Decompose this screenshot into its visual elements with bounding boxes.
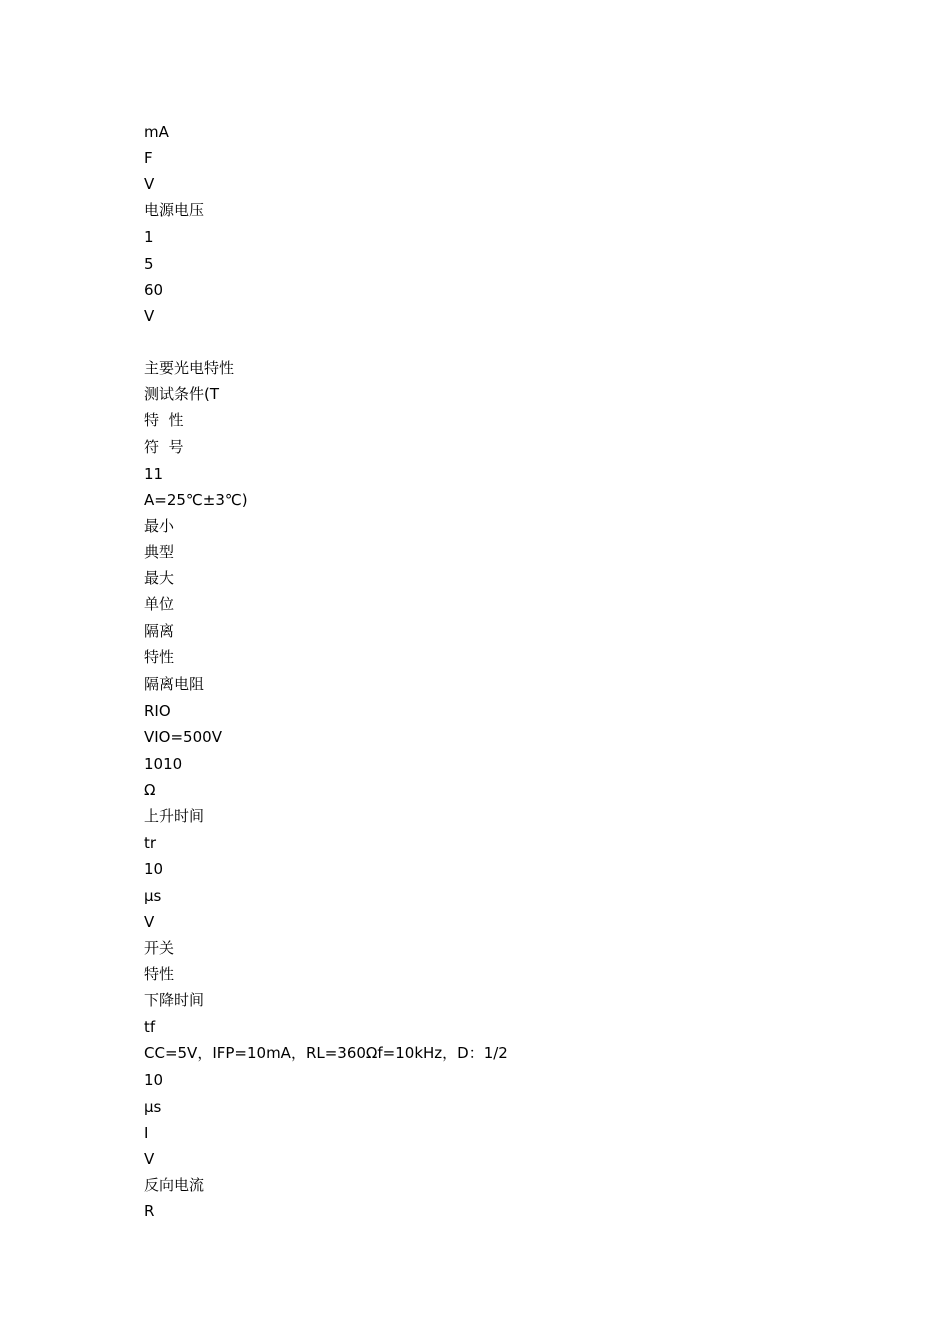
text-line: Ω bbox=[144, 781, 156, 799]
text-line: V bbox=[144, 175, 155, 193]
text-line: CC=5V，IFP=10mA，RL=360Ωf=10kHz，D：1/2 bbox=[144, 1044, 508, 1062]
text-line: 特性 bbox=[144, 965, 175, 983]
text-line: 最小 bbox=[144, 517, 175, 535]
text-line: 电源电压 bbox=[144, 201, 205, 219]
text-line: 反向电流 bbox=[144, 1176, 205, 1194]
text-line: V bbox=[144, 913, 155, 931]
text-line: 特性 bbox=[144, 648, 175, 666]
text-line: μs bbox=[144, 1098, 162, 1116]
text-line: V bbox=[144, 307, 155, 325]
text-line: tf bbox=[144, 1018, 156, 1036]
text-line: 5 bbox=[144, 255, 154, 273]
text-line: 开关 bbox=[144, 939, 175, 957]
text-line: 下降时间 bbox=[144, 991, 205, 1009]
text-line: V bbox=[144, 1150, 155, 1168]
text-line: 主要光电特性 bbox=[144, 359, 235, 377]
text-line: 10 bbox=[144, 1071, 164, 1089]
text-line: 测试条件(T bbox=[144, 385, 220, 403]
text-line: F bbox=[144, 149, 153, 167]
text-line: μs bbox=[144, 887, 162, 905]
text-line: 1 bbox=[144, 228, 154, 246]
text-line: 单位 bbox=[144, 595, 175, 613]
text-line: mA bbox=[144, 123, 169, 141]
text-line: tr bbox=[144, 834, 157, 852]
text-line: 隔离电阻 bbox=[144, 675, 205, 693]
text-line: 11 bbox=[144, 465, 164, 483]
text-line: A=25℃±3℃) bbox=[144, 491, 248, 509]
text-line: 隔离 bbox=[144, 622, 175, 640]
text-line: 最大 bbox=[144, 569, 175, 587]
text-line: 10 bbox=[144, 860, 164, 878]
text-line: I bbox=[144, 1124, 149, 1142]
text-line: 符 号 bbox=[144, 438, 184, 456]
text-line: 60 bbox=[144, 281, 164, 299]
text-line: 典型 bbox=[144, 543, 175, 561]
text-line: 上升时间 bbox=[144, 807, 205, 825]
text-line: 1010 bbox=[144, 755, 183, 773]
text-line: 特 性 bbox=[144, 411, 184, 429]
text-line: RIO bbox=[144, 702, 171, 720]
text-line: R bbox=[144, 1202, 155, 1220]
text-line: VIO=500V bbox=[144, 728, 222, 746]
